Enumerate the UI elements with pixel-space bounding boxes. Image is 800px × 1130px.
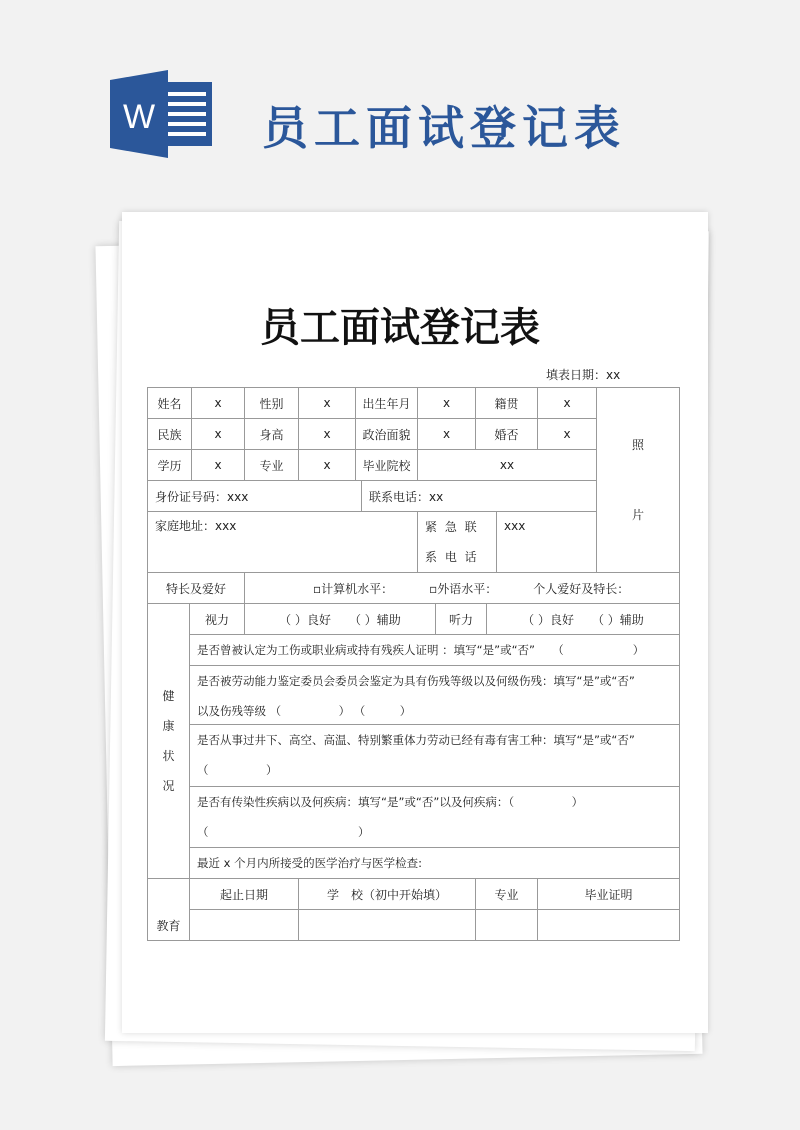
label-ethnicity: 民族: [147, 418, 192, 450]
value-gender[interactable]: x: [298, 387, 356, 419]
value-education[interactable]: x: [191, 449, 245, 481]
photo-label: 片: [631, 508, 644, 522]
value-political[interactable]: x: [417, 418, 476, 450]
label-major: 专业: [244, 449, 299, 481]
question-answer: （ ）: [197, 763, 278, 777]
language-level-checkbox[interactable]: ▫外语水平：: [429, 581, 498, 596]
value-school[interactable]: xx: [417, 449, 597, 481]
label-education: 学历: [147, 449, 192, 481]
question-text: 是否被劳动能力鉴定委员会委员会鉴定为具有伤残等级以及何级伤残：填写“是”或“否”: [197, 674, 635, 688]
banner-title: 员工面试登记表: [262, 101, 626, 155]
label-marital: 婚否: [475, 418, 538, 450]
education-certificate-cell[interactable]: [537, 909, 680, 941]
label-gender: 性别: [244, 387, 299, 419]
photo-label: 照: [631, 438, 644, 452]
vision-label: 视力: [189, 603, 245, 635]
question-answer: 以及伤残等级 （ ） （ ）: [197, 704, 412, 718]
education-label: 教育: [147, 878, 190, 941]
value-marital[interactable]: x: [537, 418, 597, 450]
health-label-char: 健: [162, 689, 175, 703]
word-icon: [110, 70, 215, 158]
hearing-label: 听力: [435, 603, 487, 635]
question-text: 是否有传染性疾病以及何疾病：填写“是”或“否”以及何疾病：（ ）: [197, 795, 584, 809]
education-dates-cell[interactable]: [189, 909, 299, 941]
disability-question[interactable]: [189, 665, 680, 725]
address-field[interactable]: 家庭地址：xxx: [147, 511, 418, 573]
label-birth: 出生年月: [355, 387, 418, 419]
health-label-char: 状: [162, 749, 175, 763]
label-native-place: 籍贯: [475, 387, 538, 419]
skills-label: 特长及爱好: [147, 572, 245, 604]
education-header-school: 学 校（初中开始填）: [298, 878, 476, 910]
emergency-contact-value[interactable]: xxx: [496, 511, 597, 573]
id-number-field[interactable]: 身份证号码：xxx: [147, 480, 362, 512]
health-label-char: 况: [162, 779, 175, 793]
document-title: 员工面试登记表: [260, 305, 540, 351]
health-label-char: 康: [162, 719, 175, 733]
label-political: 政治面貌: [355, 418, 418, 450]
label-name: 姓名: [147, 387, 192, 419]
education-header-certificate: 毕业证明: [537, 878, 680, 910]
emergency-contact-label: 紧 急 联 系 电 话: [417, 511, 497, 573]
label-school: 毕业院校: [355, 449, 418, 481]
question-text: 是否从事过井下、高空、高温、特别繁重体力劳动已经有毒有害工种：填写“是”或“否”: [197, 733, 635, 747]
infectious-disease-question[interactable]: [189, 786, 680, 848]
hearing-options[interactable]: （ ）良好 （ ）辅助: [486, 603, 680, 635]
education-header-dates: 起止日期: [189, 878, 299, 910]
photo-cell[interactable]: [596, 387, 680, 573]
injury-question[interactable]: 是否曾被认定为工伤或职业病或持有残疾人证明 ：填写“是”或“否” （ ）: [189, 634, 680, 666]
value-major[interactable]: x: [298, 449, 356, 481]
value-height[interactable]: x: [298, 418, 356, 450]
education-header-major: 专业: [475, 878, 538, 910]
value-ethnicity[interactable]: x: [191, 418, 245, 450]
hazard-work-question[interactable]: [189, 724, 680, 787]
education-major-cell[interactable]: [475, 909, 538, 941]
fill-date: 填表日期：xx: [546, 368, 621, 382]
recent-treatment-question[interactable]: 最近 x 个月内所接受的医学治疗与医学检查:: [189, 847, 680, 879]
health-label: [147, 603, 190, 879]
logo-letter: W: [122, 98, 156, 136]
skills-row: [244, 572, 680, 604]
computer-level-checkbox[interactable]: ▫计算机水平：: [313, 581, 394, 596]
hobby-field[interactable]: 个人爱好及特长：: [533, 581, 630, 596]
value-native-place[interactable]: x: [537, 387, 597, 419]
value-name[interactable]: x: [191, 387, 245, 419]
label-height: 身高: [244, 418, 299, 450]
value-birth[interactable]: x: [417, 387, 476, 419]
phone-field[interactable]: 联系电话：xx: [361, 480, 597, 512]
education-school-cell[interactable]: [298, 909, 476, 941]
question-answer: （ ）: [197, 825, 370, 839]
vision-options[interactable]: （ ）良好 （ ）辅助: [244, 603, 436, 635]
